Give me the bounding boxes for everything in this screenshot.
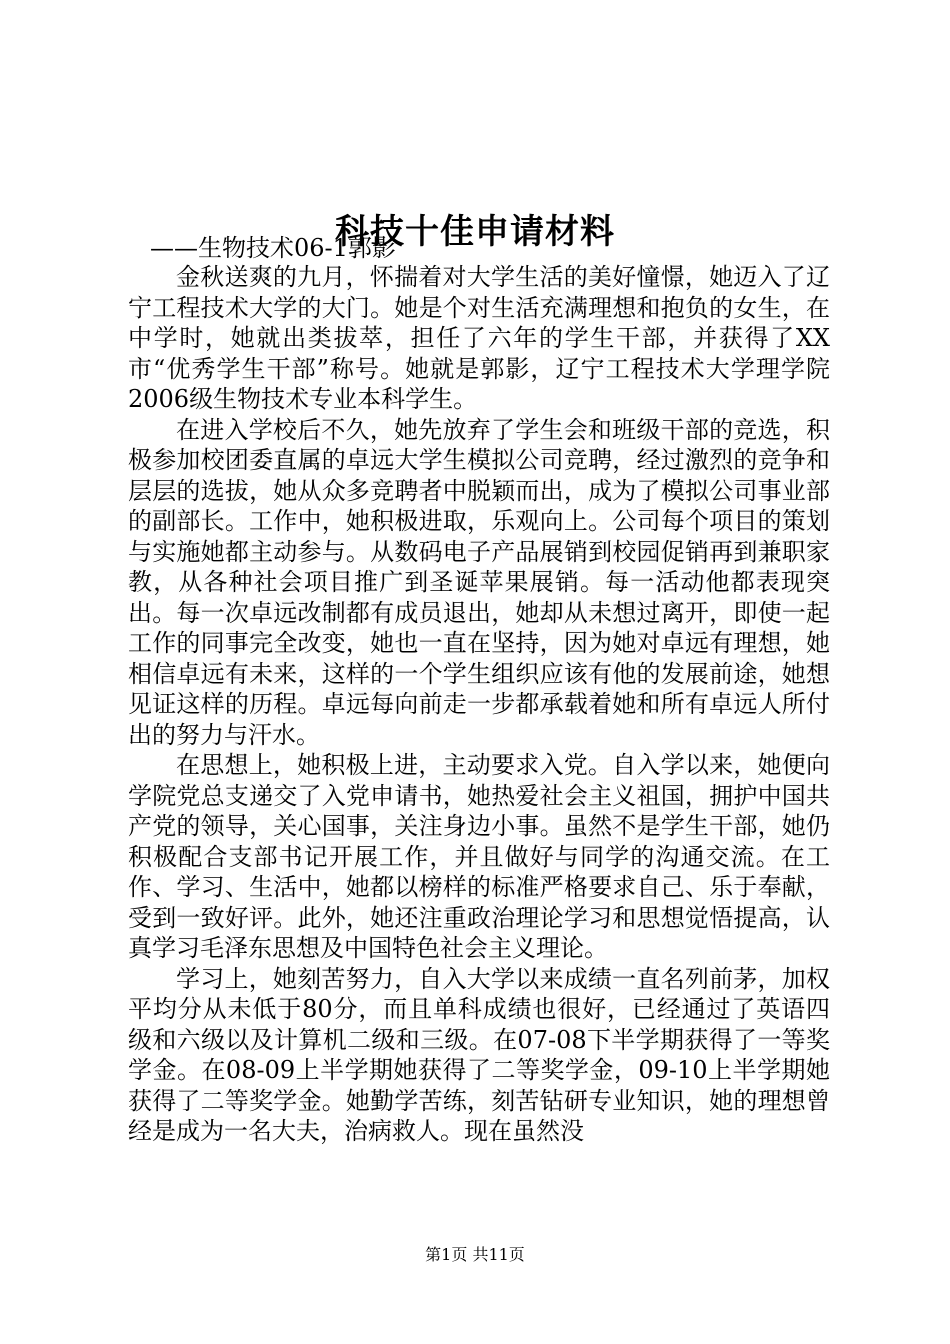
page-title: 科技十佳申请材料 xyxy=(335,211,615,252)
paragraph: 学习上，她刻苦努力，自入大学以来成绩一直名列前茅，加权平均分从未低于80分，而且单科成绩也很好，已经通过了英语四级和六级以及计算机二级和三级。在07-08下半学期获得了一等奖学金。在08-09上半学期她获得了二等奖学金，09-10上半学期她获得了二等奖学金。她勤学苦练，刻苦钻研专业知识，她的理想曾经是成为一名大夫，治病救人。现在虽然没 xyxy=(128,964,830,1145)
paragraph: 在思想上，她积极上进，主动要求入党。自入学以来，她便向学院党总支递交了入党申请书，她热爱社会主义祖国，拥护中国共产党的领导，关心国事，关注身边小事。虽然不是学生干部，她仍积极配合支部书记开展工作，并且做好与同学的沟通交流。在工作、学习、生活中，她都以榜样的标准严格要求自己、乐于奉献，受到一致好评。此外，她还注重政治理论学习和思想觉悟提高，认真学习毛泽东思想及中国特色社会主义理论。 xyxy=(128,751,830,962)
page-footer: 第1页 共11页 xyxy=(425,1245,525,1264)
paragraph: 金秋送爽的九月，怀揣着对大学生活的美好憧憬，她迈入了辽宁工程技术大学的大门。她是个对生活充满理想和抱负的女生，在中学时，她就出类拔萃，担任了六年的学生干部，并获得了XX市“优秀学生干部”称号。她就是郭影，辽宁工程技术大学理学院2006级生物技术专业本科学生。 xyxy=(128,263,830,413)
document-body xyxy=(128,262,830,1182)
subtitle-author: ——生物技术06-1郭影 xyxy=(150,234,396,262)
paragraph: 在进入学校后不久，她先放弃了学生会和班级干部的竞选，积极参加校团委直属的卓远大学生模拟公司竞聘，经过激烈的竞争和层层的选拔，她从众多竞聘者中脱颖而出，成为了模拟公司事业部的副部长。工作中，她积极进取，乐观向上。公司每个项目的策划与实施她都主动参与。从数码电子产品展销到校园促销再到兼职家教，从各种社会项目推广到圣诞苹果展销。每一活动他都表现突出。每一次卓远改制都有成员退出，她却从未想过离开，即使一起工作的同事完全改变，她也一直在坚持，因为她对卓远有理想，她相信卓远有未来，这样的一个学生组织应该有他的发展前途，她想见证这样的历程。卓远每向前走一步都承载着她和所有卓远人所付出的努力与汗水。 xyxy=(128,415,830,749)
